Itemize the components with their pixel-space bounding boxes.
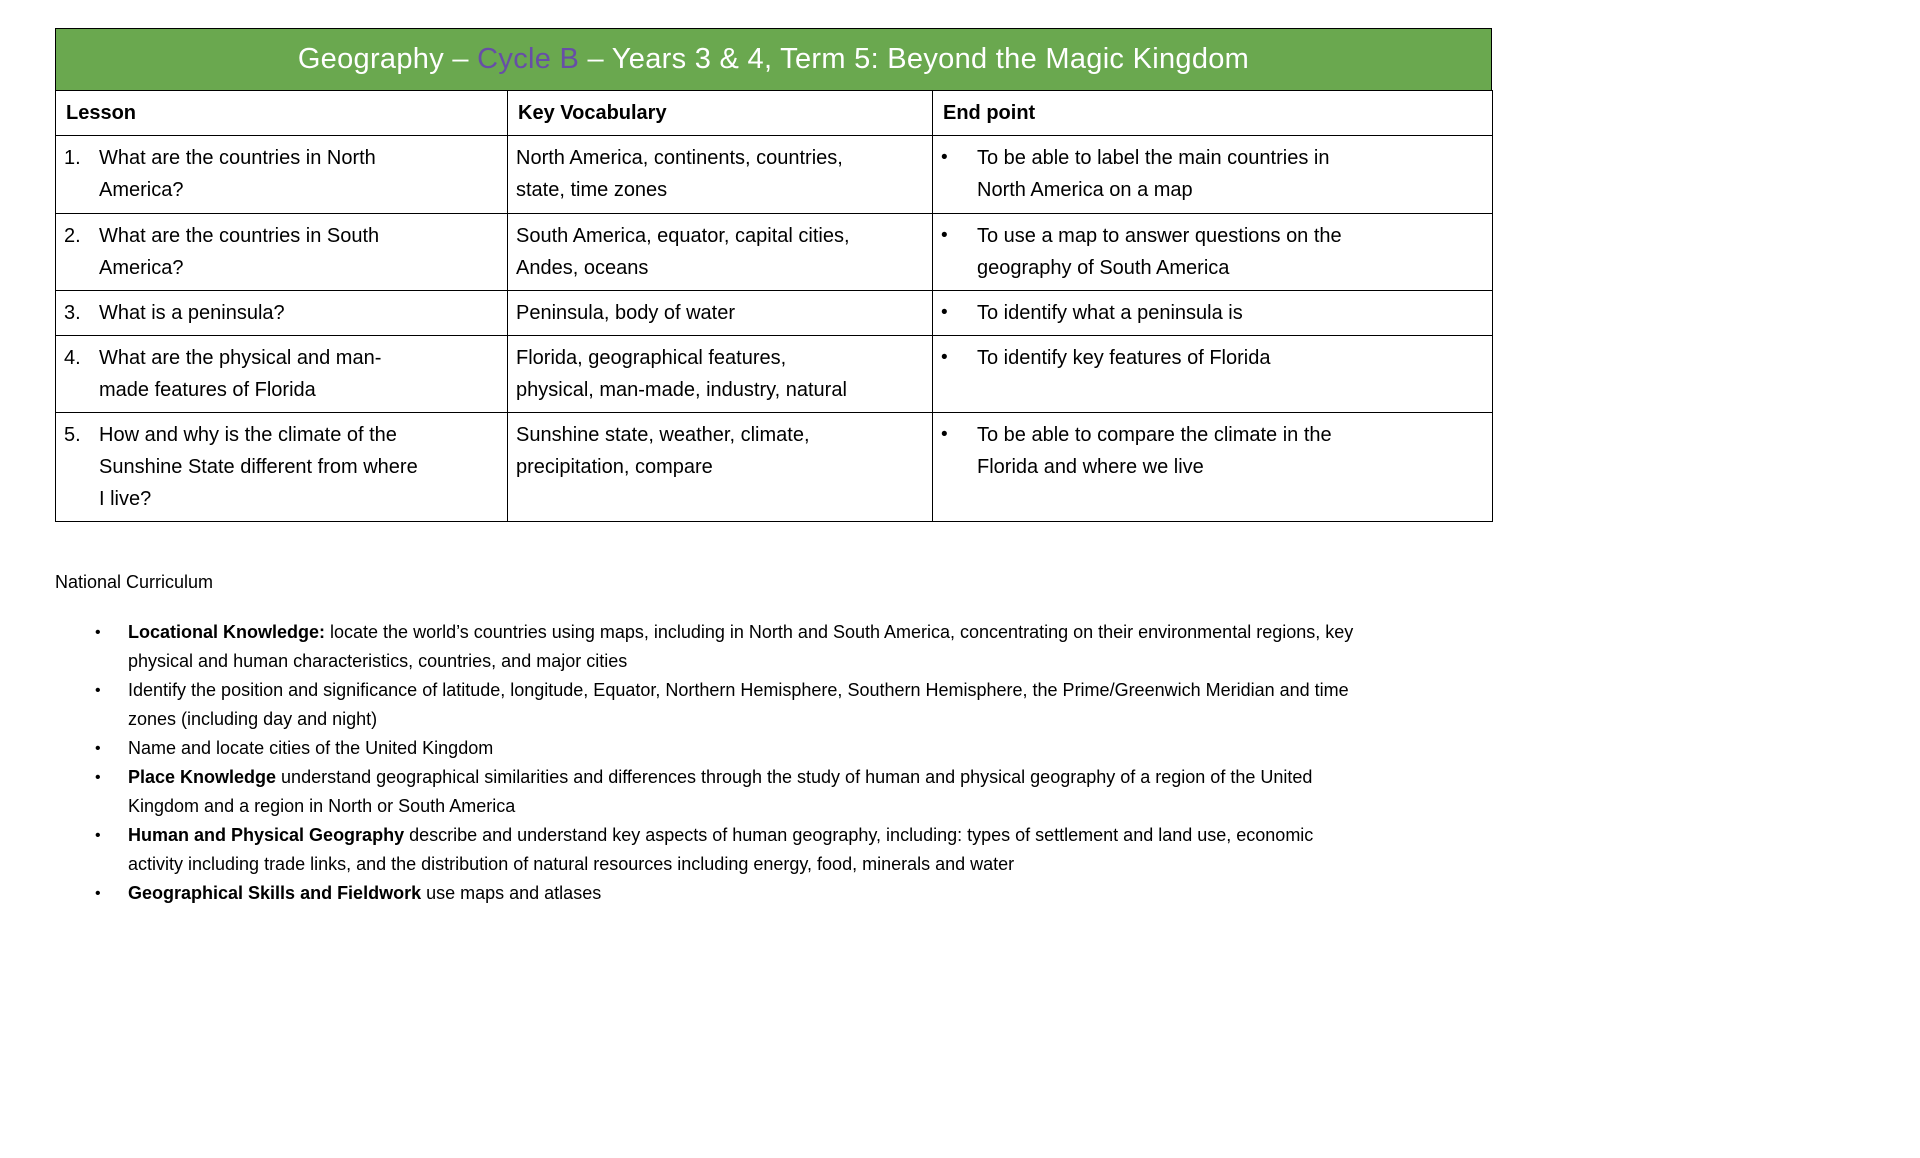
bullet-icon: •: [95, 827, 101, 844]
end-point-text: To use a map to answer questions on the geography of South America: [977, 225, 1342, 279]
list-item: [95, 821, 1492, 879]
lesson-cell: [56, 136, 508, 214]
bullet-icon: •: [95, 740, 101, 757]
column-header-lesson: Lesson: [56, 91, 508, 136]
list-item-body: Name and locate cities of the United Kingdom: [128, 738, 494, 758]
end-point-text: To be able to label the main countries in North America on a map: [977, 147, 1330, 201]
list-item-body: locate the world’s countries using maps, including in North and South America, concentrating on their environmental regions, key physical and human characteristics, countries, and major cities: [128, 622, 1354, 671]
vocabulary-cell: [508, 214, 933, 291]
bullet-icon: •: [941, 225, 948, 246]
end-point-cell: [933, 214, 1493, 291]
table-row: [56, 336, 1493, 413]
lesson-cell: [56, 413, 508, 522]
national-curriculum-list: [55, 618, 1492, 908]
list-item: [95, 676, 1492, 734]
national-curriculum-heading: National Curriculum: [55, 572, 214, 592]
lesson-table: [55, 90, 1493, 522]
list-item-text: [128, 734, 493, 763]
lesson-question: What are the physical and man-made features of Florida: [99, 347, 382, 401]
end-point-text: To be able to compare the climate in the Florida and where we live: [977, 424, 1332, 478]
vocabulary-text: North America, continents, countries, state, time zones: [516, 147, 843, 201]
vocabulary-text: South America, equator, capital cities, Andes, oceans: [516, 225, 850, 279]
bullet-icon: •: [95, 682, 101, 699]
lesson-cell: [56, 291, 508, 336]
lesson-number: 3.: [64, 302, 81, 324]
list-item: [95, 879, 1492, 908]
vocabulary-cell: [508, 291, 933, 336]
bullet-icon: •: [941, 347, 948, 368]
list-item-bold-lead: Place Knowledge: [128, 767, 277, 787]
lesson-question: What are the countries in North America?: [99, 147, 376, 201]
document-title-bar: [55, 28, 1492, 90]
end-point-cell: [933, 413, 1493, 522]
bullet-icon: •: [95, 769, 101, 786]
lesson-question: What are the countries in South America?: [99, 225, 380, 279]
list-item-bold-lead: Locational Knowledge:: [128, 622, 326, 642]
list-item-text: [128, 618, 1368, 676]
table-row: [56, 136, 1493, 214]
list-item-text: [128, 821, 1368, 879]
list-item-body: use maps and atlases: [421, 883, 602, 903]
table-row: [56, 291, 1493, 336]
title-text: [298, 43, 1249, 76]
lesson-question: What is a peninsula?: [99, 302, 285, 324]
lesson-number: 4.: [64, 347, 81, 369]
table-header-row: [56, 91, 1493, 136]
vocabulary-cell: [508, 336, 933, 413]
list-item-bold-lead: Geographical Skills and Fieldwork: [128, 883, 422, 903]
list-item-text: [128, 879, 601, 908]
lesson-question: How and why is the climate of the Sunshine State different from where I live?: [99, 424, 418, 510]
bullet-icon: •: [941, 424, 948, 445]
table-row: [56, 413, 1493, 522]
vocabulary-cell: [508, 413, 933, 522]
list-item-body: Identify the position and significance of latitude, longitude, Equator, Northern Hemisphere, Southern Hemisphere, the Prime/Greenwich Meridian and time zones (including day and night): [128, 680, 1349, 729]
list-item: [95, 618, 1492, 676]
end-point-text: To identify key features of Florida: [977, 347, 1271, 369]
title-suffix: – Years 3 & 4, Term 5: Beyond the Magic Kingdom: [579, 43, 1250, 75]
title-prefix: Geography –: [297, 43, 478, 75]
end-point-text: To identify what a peninsula is: [977, 302, 1243, 324]
list-item: [95, 763, 1492, 821]
vocabulary-text: Florida, geographical features, physical, man-made, industry, natural: [516, 347, 847, 401]
column-header-end-point: End point: [933, 91, 1493, 136]
lesson-number: 1.: [64, 147, 81, 169]
vocabulary-cell: [508, 136, 933, 214]
list-item-body: understand geographical similarities and differences through the study of human and physical geography of a region of the United Kingdom and a region in North or South America: [128, 767, 1313, 816]
bullet-icon: •: [95, 885, 101, 902]
curriculum-document: [55, 28, 1492, 908]
list-item-text: [128, 763, 1368, 821]
vocabulary-text: Sunshine state, weather, climate, precipitation, compare: [516, 424, 810, 478]
title-cycle-highlight: Cycle B: [477, 43, 580, 75]
vocabulary-text: Peninsula, body of water: [516, 302, 736, 324]
end-point-cell: [933, 336, 1493, 413]
bullet-icon: •: [95, 624, 101, 641]
table-row: [56, 214, 1493, 291]
bullet-icon: •: [941, 302, 948, 323]
lesson-cell: [56, 336, 508, 413]
bullet-icon: •: [941, 147, 948, 168]
list-item-bold-lead: Human and Physical Geography: [128, 825, 405, 845]
list-item: [95, 734, 1492, 763]
lesson-number: 5.: [64, 424, 81, 446]
end-point-cell: [933, 291, 1493, 336]
list-item-body: describe and understand key aspects of human geography, including: types of settlement and land use, economic activity including trade links, and the distribution of natural resources including energy, food, minerals and water: [128, 825, 1314, 874]
list-item-text: [128, 676, 1368, 734]
end-point-cell: [933, 136, 1493, 214]
column-header-key-vocabulary: Key Vocabulary: [508, 91, 933, 136]
lesson-cell: [56, 214, 508, 291]
lesson-number: 2.: [64, 225, 81, 247]
